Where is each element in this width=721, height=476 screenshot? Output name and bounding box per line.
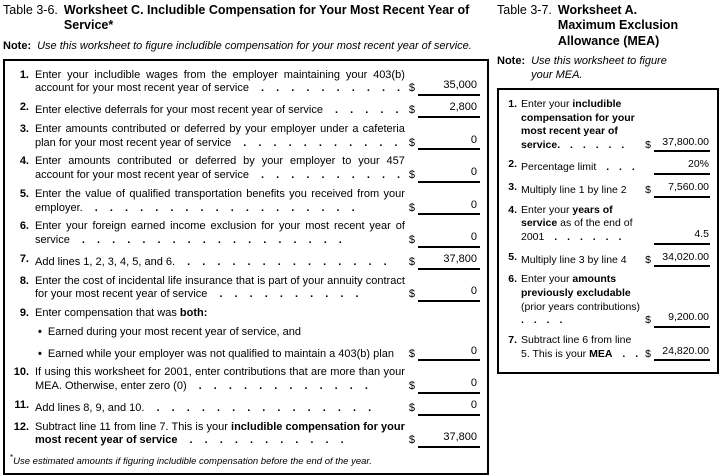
worksheet-row xyxy=(10,69,480,97)
amount-value: 37,800.00 xyxy=(654,136,710,153)
worksheet-row xyxy=(10,253,480,270)
row-number: 1. xyxy=(508,97,517,110)
row-text: Subtract line 6 from line 5. This is your MEA . . xyxy=(521,333,639,360)
worksheet-row xyxy=(10,307,480,321)
dot-leader: . . . . . . xyxy=(544,231,622,244)
amount-field xyxy=(645,251,710,268)
amount-field xyxy=(651,158,710,175)
row-text: Add lines 8, 9, and 10. . . . . . . . . . . . . . . . xyxy=(35,401,372,414)
dot-leader: . . . . . . . . . . . . . . xyxy=(175,255,387,268)
currency-symbol: $ xyxy=(645,253,651,266)
amount-value: 7,560.00 xyxy=(654,181,710,198)
amount-field xyxy=(409,345,480,362)
currency-symbol: $ xyxy=(408,380,415,393)
currency-symbol: $ xyxy=(645,184,651,197)
amount-value: 0 xyxy=(418,345,480,362)
worksheet-bullet-row xyxy=(10,345,480,362)
row-number: 5. xyxy=(508,250,517,263)
amount-value: 0 xyxy=(418,199,480,216)
row-number: 1. xyxy=(19,68,29,81)
dot-leader: . . . . . . . . . . . . . . . . . . xyxy=(82,201,355,214)
worksheet-row xyxy=(10,275,480,303)
row-text: Enter your includible wages from the employer maintaining your 403(b) account for your most recent year of service . . . . . . . . . . xyxy=(35,68,405,95)
row-text: Percentage limit . . . xyxy=(521,161,635,174)
row-text: • Earned during your most recent year of service, and xyxy=(38,325,301,338)
amount-field xyxy=(409,377,480,394)
row-text: Enter the value of qualified transportation benefits you received from your employer. . . . . . . . . . . . . . . . . . . xyxy=(35,187,405,214)
worksheet-c-rows xyxy=(10,69,480,449)
currency-symbol: $ xyxy=(408,434,415,447)
worksheet-row xyxy=(10,188,480,216)
currency-symbol: $ xyxy=(408,169,415,182)
row-text: Multiply line 3 by line 4 xyxy=(521,253,627,266)
worksheet-row xyxy=(504,181,710,198)
worksheet-row xyxy=(504,158,710,175)
currency-symbol: $ xyxy=(645,314,651,327)
worksheet-row xyxy=(10,123,480,151)
row-number: 8. xyxy=(19,274,29,287)
worksheet-c-section xyxy=(3,3,489,475)
row-number: 5. xyxy=(19,187,29,200)
row-number: 4. xyxy=(19,155,29,168)
worksheet-row xyxy=(504,98,710,153)
amount-field xyxy=(409,199,480,216)
worksheet-row xyxy=(504,273,710,328)
currency-symbol: $ xyxy=(408,234,415,247)
bullet-icon: • xyxy=(38,347,42,360)
row-text: Enter elective deferrals for your most recent year of service . . . . . xyxy=(35,104,399,117)
worksheet-c-note-label: Note: xyxy=(3,39,32,52)
amount-field xyxy=(409,285,480,302)
amount-value: 37,800 xyxy=(418,431,480,448)
dot-leader: . . . . . . . . . . xyxy=(248,82,401,95)
amount-field xyxy=(409,399,480,416)
amount-field xyxy=(409,101,480,118)
worksheet-c-note-text: Use this worksheet to figure includible compensation for your most recent year of service. xyxy=(37,39,472,52)
worksheet-row xyxy=(10,399,480,416)
worksheet-a-note xyxy=(497,54,719,82)
amount-value: 34,020.00 xyxy=(654,251,710,268)
worksheet-row xyxy=(10,421,480,449)
bullet-icon: • xyxy=(38,325,42,338)
row-text: Enter your amounts previously excludable (prior years contributions) . . . . xyxy=(521,273,641,327)
worksheet-a-title-text: Worksheet A. Maximum Exclusion Allowance (MEA) xyxy=(557,3,679,48)
amount-value: 0 xyxy=(418,285,480,302)
worksheet-c-table-label: Table 3-6. xyxy=(3,3,58,17)
row-text: Enter the cost of incidental life insurance that is part of your annuity contract for your most recent year of service . . . . . . . . . . xyxy=(35,274,405,301)
currency-symbol: $ xyxy=(408,104,415,117)
row-text: Enter your foreign earned income exclusion for your most recent year of service . . . . . . . . . . . . . . . . . . xyxy=(35,220,405,247)
worksheet-row xyxy=(10,220,480,248)
row-number: 2. xyxy=(508,158,517,171)
currency-symbol: $ xyxy=(408,401,415,414)
row-text: Enter compensation that was both: xyxy=(35,307,208,320)
worksheet-row xyxy=(504,204,710,245)
amount-field xyxy=(409,253,480,270)
worksheet-row xyxy=(10,366,480,394)
amount-field xyxy=(409,79,480,96)
currency-symbol: $ xyxy=(408,347,415,360)
worksheet-row xyxy=(10,101,480,118)
row-text: Enter amounts contributed or deferred by your employer to your 457 account for your most recent year of service . . . . . . . . . . xyxy=(35,155,405,182)
dot-leader: . . . . . . . . . . xyxy=(207,288,359,301)
dot-leader: . . . . . . . . . . . . . . . . . . xyxy=(69,234,342,247)
row-number: 3. xyxy=(508,181,517,194)
amount-value: 24,820.00 xyxy=(654,345,710,362)
worksheet-c-title xyxy=(3,3,489,34)
row-text: Enter your includible compensation for your most recent year of service. . . . . . xyxy=(521,97,635,151)
dot-leader: . . . . xyxy=(521,314,563,327)
dot-leader: . . xyxy=(612,347,639,360)
amount-value: 0 xyxy=(418,399,480,416)
dot-leader: . . . . . . . . . . . . . . . xyxy=(144,401,372,414)
row-number: 10. xyxy=(13,366,29,379)
footnote-text: Use estimated amounts if figuring includible compensation before the end of the year. xyxy=(13,456,372,468)
worksheet-c-title-text: Worksheet C. Includible Compensation for Your Most Recent Year of Service* xyxy=(63,3,470,33)
dot-leader: . . . . . . . . . . . xyxy=(177,434,344,447)
worksheet-a-note-label: Note: xyxy=(497,54,526,67)
amount-field xyxy=(645,181,710,198)
worksheet-a-note-text: Use this worksheet to figure your MEA. xyxy=(531,54,667,81)
amount-field xyxy=(409,166,480,183)
amount-field xyxy=(409,431,480,448)
amount-value: 0 xyxy=(418,166,480,183)
dot-leader: . . . . . xyxy=(560,138,625,151)
worksheet-c-footnote xyxy=(10,453,480,468)
amount-field xyxy=(645,136,710,153)
currency-symbol: $ xyxy=(408,288,415,301)
amount-field xyxy=(645,311,710,328)
amount-value: 37,800 xyxy=(418,253,480,270)
row-text: Subtract line 11 from line 7. This is your includible compensation for your most recent year of service . . . . . . . . . . . xyxy=(35,420,405,447)
worksheet-row xyxy=(504,334,710,361)
worksheet-a-section xyxy=(497,3,719,374)
currency-symbol: $ xyxy=(408,255,415,268)
row-number: 2. xyxy=(19,101,29,114)
dot-leader: . . . . . . . . . . . xyxy=(231,136,398,149)
worksheet-a-box xyxy=(497,88,719,374)
currency-symbol: $ xyxy=(408,136,415,149)
row-number: 4. xyxy=(508,203,517,216)
dot-leader: . . . . . . . . . . xyxy=(248,169,401,182)
currency-symbol: $ xyxy=(408,201,415,214)
currency-symbol: $ xyxy=(645,138,651,151)
worksheet-a-table-label: Table 3-7. xyxy=(497,3,552,17)
row-text: Enter amounts contributed or deferred by your employer under a cafeteria plan for your most recent year of service . . . . . . . . . . . xyxy=(35,122,405,149)
row-number: 9. xyxy=(19,307,29,320)
currency-symbol: $ xyxy=(645,347,651,360)
amount-field xyxy=(409,134,480,151)
amount-value: 2,800 xyxy=(418,101,480,118)
amount-value: 20% xyxy=(654,158,710,175)
amount-field xyxy=(645,345,710,362)
worksheet-a-rows xyxy=(504,98,710,361)
footnote-marker: * xyxy=(10,453,14,463)
row-number: 7. xyxy=(508,333,517,346)
amount-value: 0 xyxy=(418,231,480,248)
row-text: Add lines 1, 2, 3, 4, 5, and 6. . . . . . . . . . . . . . . xyxy=(35,255,387,268)
row-text: Multiply line 1 by line 2 xyxy=(521,184,627,197)
amount-value: 9,200.00 xyxy=(654,311,710,328)
worksheet-c-note xyxy=(3,39,489,53)
row-number: 11. xyxy=(14,398,29,411)
dot-leader: . . . . . xyxy=(322,104,399,117)
worksheet-row xyxy=(504,251,710,268)
row-number: 6. xyxy=(508,273,517,286)
amount-value: 35,000 xyxy=(418,79,480,96)
worksheet-row xyxy=(10,155,480,183)
worksheet-bullet-row xyxy=(10,326,480,340)
worksheet-c-box xyxy=(3,59,489,475)
amount-value: 0 xyxy=(418,134,480,151)
row-number: 3. xyxy=(19,122,29,135)
amount-value: 0 xyxy=(418,377,480,394)
row-number: 12. xyxy=(13,420,29,433)
currency-symbol: $ xyxy=(408,82,415,95)
dot-leader: . . . . . . . . . . . . xyxy=(186,380,368,393)
worksheet-a-title xyxy=(497,3,719,49)
row-text: • Earned while your employer was not qualified to maintain a 403(b) plan xyxy=(38,347,394,360)
row-number: 7. xyxy=(19,252,29,265)
row-text: If using this worksheet for 2001, enter contributions that are more than your MEA. Otherwise, enter zero (0) . . . . . . . . . . . . xyxy=(35,366,405,393)
row-number: 6. xyxy=(19,220,29,233)
amount-value: 4.5 xyxy=(654,228,710,245)
dot-leader: . . . xyxy=(596,161,635,174)
row-text: Enter your years of service as of the end of 2001 . . . . . . xyxy=(521,203,633,244)
amount-field xyxy=(651,228,710,245)
amount-field xyxy=(409,231,480,248)
